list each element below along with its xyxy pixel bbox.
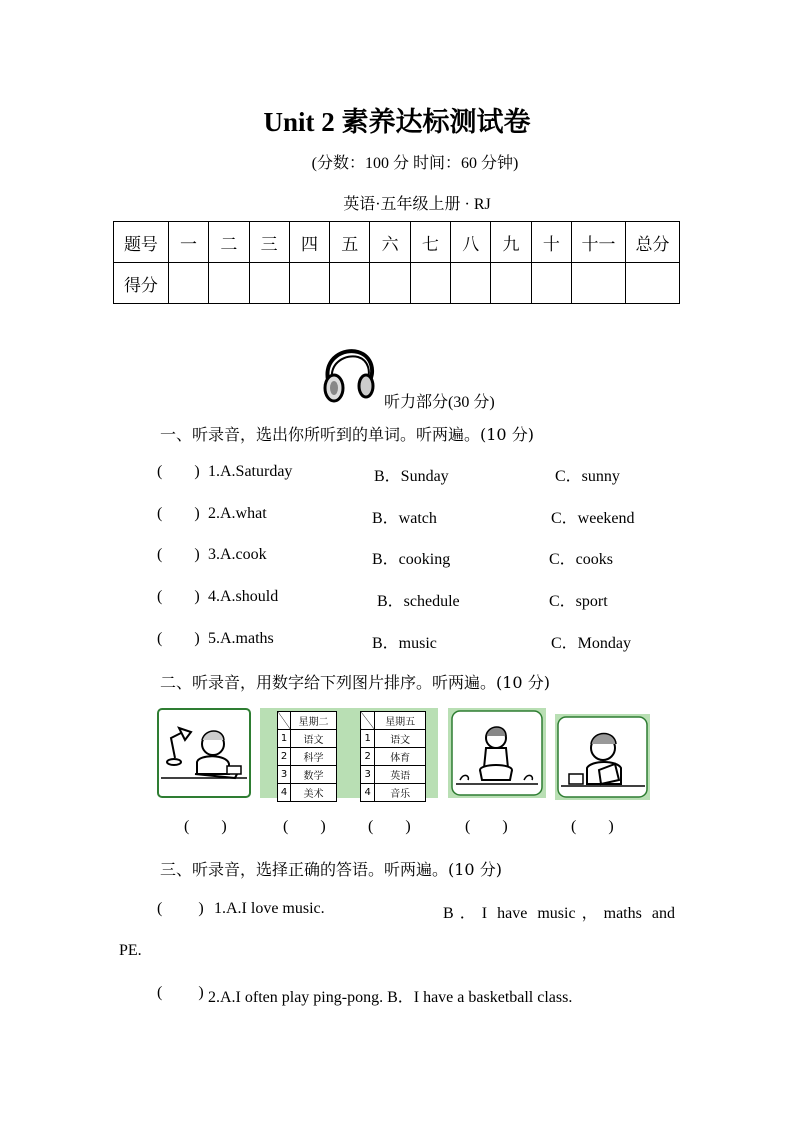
option-b: B．music (372, 635, 437, 652)
schedule-subject: 科学 (291, 748, 337, 766)
option-a: 2.A.what (208, 505, 267, 522)
answer-paren[interactable]: ( ) (157, 984, 204, 1001)
score-cell[interactable] (410, 263, 450, 304)
order-blank[interactable]: ( ) (184, 818, 227, 835)
option-a: 1.A.I love music. (214, 900, 325, 917)
score-cell[interactable] (625, 263, 679, 304)
schedule-num: 2 (361, 748, 375, 766)
header-cell: 八 (451, 222, 491, 263)
schedule-day: 星期二 (291, 712, 337, 730)
order-blank[interactable]: ( ) (465, 818, 508, 835)
boy-reading-picture (555, 712, 650, 802)
schedule-num: 4 (361, 784, 375, 802)
answer-paren[interactable]: ( ) (157, 505, 200, 522)
header-cell: 七 (410, 222, 450, 263)
schedule-num: 3 (361, 766, 375, 784)
schedule-table-2 (360, 711, 426, 802)
row-label: 得分 (114, 263, 169, 304)
score-table-header-row (114, 222, 680, 263)
option-b: B．Sunday (374, 468, 449, 485)
page-title: Unit 2 素养达标测试卷 (263, 107, 531, 137)
answer-paren[interactable]: ( ) (157, 630, 200, 647)
answer-paren[interactable]: ( ) (157, 588, 200, 605)
score-cell[interactable] (370, 263, 410, 304)
section3-title: 三、听录音，选择正确的答语。听两遍。(10 分) (160, 860, 502, 879)
option-a: 1.A.Saturday (208, 463, 293, 480)
order-blank[interactable]: ( ) (283, 818, 326, 835)
score-cell[interactable] (330, 263, 370, 304)
option-a: 4.A.should (208, 588, 279, 605)
header-cell: 总分 (625, 222, 679, 263)
option-c: C．Monday (551, 635, 632, 652)
score-table-score-row (114, 263, 680, 304)
header-cell: 六 (370, 222, 410, 263)
option-b: B．watch (372, 510, 437, 527)
option-c: C．sunny (555, 468, 620, 485)
schedule-day: 星期五 (375, 712, 426, 730)
boy-studying-picture (157, 708, 251, 798)
score-time-info: (分数：100 分 时间：60 分钟) (311, 155, 519, 172)
option-b: B．I have music，maths and (443, 905, 675, 922)
option-a: 3.A.cook (208, 546, 267, 563)
option-b: B．cooking (372, 551, 451, 568)
score-cell[interactable] (209, 263, 249, 304)
schedule-subject: 数学 (291, 766, 337, 784)
section2-title: 二、听录音，用数字给下列图片排序。听两遍。(10 分) (160, 673, 550, 692)
score-cell[interactable] (531, 263, 571, 304)
header-cell: 二 (209, 222, 249, 263)
headphones-icon (318, 346, 378, 404)
score-cell[interactable] (451, 263, 491, 304)
subject-info: 英语·五年级上册 · RJ (343, 196, 491, 213)
score-cell[interactable] (168, 263, 208, 304)
header-cell: 题号 (114, 222, 169, 263)
schedule-subject: 音乐 (375, 784, 426, 802)
score-table (113, 221, 680, 304)
schedule-subject: 美术 (291, 784, 337, 802)
score-cell[interactable] (289, 263, 329, 304)
header-cell: 九 (491, 222, 531, 263)
answer-paren[interactable]: ( ) (157, 546, 200, 563)
option-a: 5.A.maths (208, 630, 274, 647)
answer-paren[interactable]: ( ) (157, 463, 200, 480)
score-cell[interactable] (572, 263, 626, 304)
schedule-subject: 语文 (375, 730, 426, 748)
option-b-continuation: PE. (119, 942, 142, 959)
schedule-subject: 英语 (375, 766, 426, 784)
option-c: C．weekend (551, 510, 635, 527)
question-2-options: 2.A.I often play ping-pong. B．I have a basketball class. (208, 989, 573, 1006)
order-blank[interactable]: ( ) (368, 818, 411, 835)
header-cell: 一 (168, 222, 208, 263)
schedule-num: 2 (278, 748, 291, 766)
option-c: C．sport (549, 593, 608, 610)
header-cell: 三 (249, 222, 289, 263)
answer-paren[interactable]: ( ) (157, 900, 204, 917)
schedule-subject: 体育 (375, 748, 426, 766)
schedule-picture-2 (352, 708, 438, 798)
schedule-num: 1 (278, 730, 291, 748)
schedule-picture-1 (260, 708, 352, 798)
schedule-num: 4 (278, 784, 291, 802)
score-cell[interactable] (249, 263, 289, 304)
listening-part-label: 听力部分(30 分) (384, 394, 495, 411)
option-c: C．cooks (549, 551, 614, 568)
header-cell: 十 (531, 222, 571, 263)
header-cell: 五 (330, 222, 370, 263)
header-cell: 四 (289, 222, 329, 263)
schedule-subject: 语文 (291, 730, 337, 748)
section1-title: 一、听录音，选出你所听到的单词。听两遍。(10 分) (160, 425, 534, 444)
schedule-num: 1 (361, 730, 375, 748)
schedule-table-1 (277, 711, 337, 802)
score-cell[interactable] (491, 263, 531, 304)
header-cell: 十一 (572, 222, 626, 263)
order-blank[interactable]: ( ) (571, 818, 614, 835)
schedule-num: 3 (278, 766, 291, 784)
option-b: B．schedule (377, 593, 460, 610)
girl-cooking-picture (448, 708, 546, 798)
